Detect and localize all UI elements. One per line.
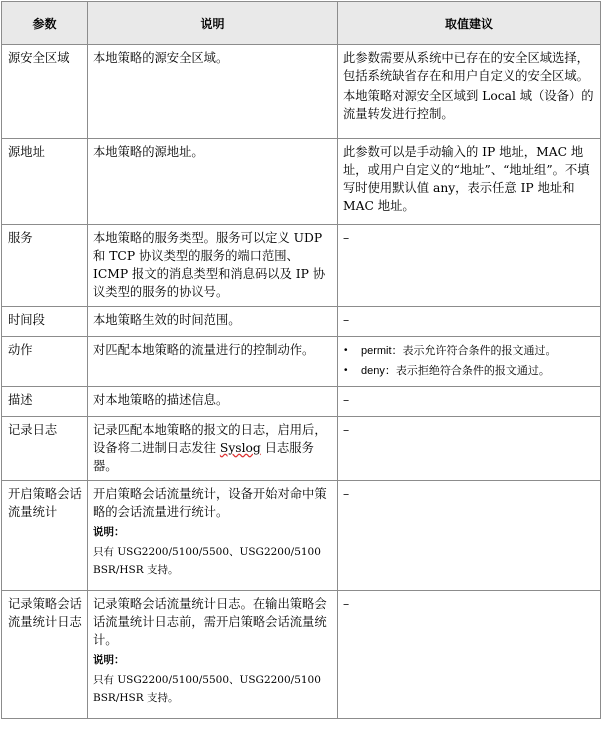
desc-cell: 本地策略的源地址。 (88, 139, 338, 225)
desc-cell: 本地策略的服务类型。服务可以定义 UDP 和 TCP 协议类型的服务的端口范围、ICMP 报文的消息类型和消息码以及 IP 协议类型的服务的协议号。 (88, 225, 338, 307)
note-label: 说明： (93, 526, 125, 538)
table-row (2, 45, 601, 139)
param-cell: 时间段 (2, 307, 88, 337)
bullet-icon: • (344, 345, 348, 356)
value-paragraph: 本地策略对源安全区域到 Local 域（设备）的流量转发进行控制。 (343, 89, 594, 121)
desc-cell: 本地策略生效的时间范围。 (88, 307, 338, 337)
note-text: 只有 USG2200/5100/5500、USG2200/5100 BSR/HSR 支持。 (93, 546, 321, 576)
param-cell: 开启策略会话流量统计 (2, 481, 88, 591)
value-cell: – (338, 387, 601, 417)
param-cell: 源安全区域 (2, 45, 88, 139)
value-paragraph: 此参数需要从系统中已存在的安全区域选择，包括系统缺省存在和用户自定义的安全区域。 (343, 51, 589, 83)
value-cell: 此参数可以是手动输入的 IP 地址，MAC 地址，或用户自定义的“地址”、“地址组”。不填写时使用默认值 any，表示任意 IP 地址和 MAC 地址。 (338, 139, 601, 225)
table-row (2, 387, 601, 417)
action-options-list (343, 341, 596, 381)
table-row (2, 481, 601, 591)
param-cell: 动作 (2, 337, 88, 387)
desc-cell (88, 481, 338, 591)
value-cell: – (338, 225, 601, 307)
param-cell: 记录日志 (2, 417, 88, 481)
desc-text: 记录匹配本地策略的报文的日志，启用后，设备将二进制日志发往 (93, 423, 327, 455)
desc-text: 开启策略会话流量统计，设备开始对命中策略的会话流量进行统计。 (93, 487, 327, 519)
syslog-term: Syslog (219, 441, 261, 455)
param-cell: 服务 (2, 225, 88, 307)
table-row (2, 417, 601, 481)
desc-cell: 本地策略的源安全区域。 (88, 45, 338, 139)
param-cell: 描述 (2, 387, 88, 417)
value-cell: – (338, 307, 601, 337)
header-value: 取值建议 (338, 2, 601, 45)
desc-cell (88, 591, 338, 719)
desc-text: 记录策略会话流量统计日志。在输出策略会话流量统计日志前，需开启策略会话流量统计。 (93, 597, 327, 647)
value-cell (338, 45, 601, 139)
value-cell: – (338, 591, 601, 719)
parameter-table-container (1, 1, 600, 719)
table-row (2, 307, 601, 337)
table-row (2, 337, 601, 387)
desc-text: 日志服务器。 (93, 441, 314, 473)
table-row (2, 591, 601, 719)
parameter-table (1, 1, 601, 719)
bullet-icon: • (344, 365, 348, 376)
table-header-row (2, 2, 601, 45)
desc-cell: 对匹配本地策略的流量进行的控制动作。 (88, 337, 338, 387)
table-row (2, 139, 601, 225)
list-item (343, 341, 596, 361)
desc-cell: 对本地策略的描述信息。 (88, 387, 338, 417)
header-param: 参数 (2, 2, 88, 45)
value-cell (338, 337, 601, 387)
list-item (343, 361, 596, 381)
note-label: 说明： (93, 654, 125, 666)
table-row (2, 225, 601, 307)
value-cell: – (338, 481, 601, 591)
param-cell: 源地址 (2, 139, 88, 225)
param-cell: 记录策略会话流量统计日志 (2, 591, 88, 719)
header-desc: 说明 (88, 2, 338, 45)
value-cell: – (338, 417, 601, 481)
option-text: permit：表示允许符合条件的报文通过。 (361, 345, 557, 357)
desc-cell (88, 417, 338, 481)
option-text: deny：表示拒绝符合条件的报文通过。 (361, 365, 550, 377)
note-text: 只有 USG2200/5100/5500、USG2200/5100 BSR/HSR 支持。 (93, 674, 321, 704)
